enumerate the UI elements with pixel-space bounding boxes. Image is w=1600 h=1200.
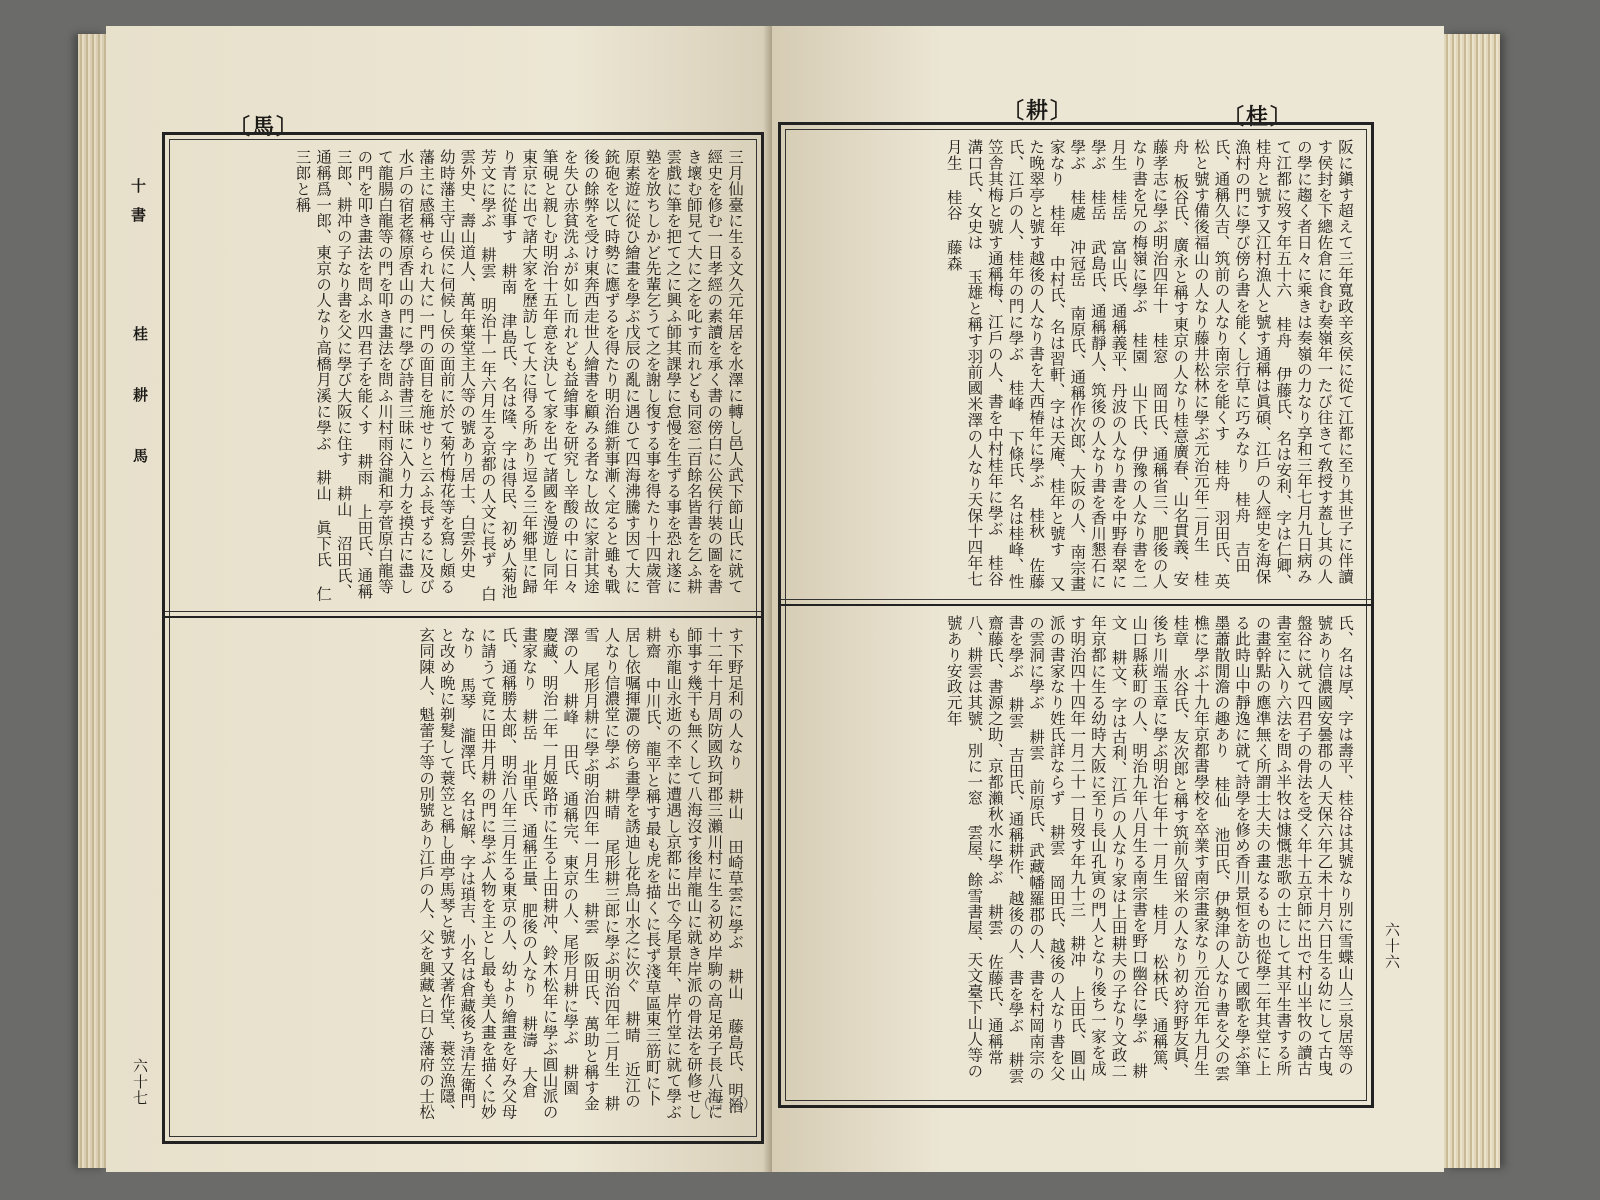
left-margin-entries: 桂 耕 馬 [131,326,149,477]
left-lower-columns: す下野足利の人なり 耕山 田崎草雲に學ぶ 耕山 藤島氏、明治十二年十月周防國玖珂郡三瀨川村に生る初め岸駒の高足弟子長八海に師事す幾干も無くして八海沒す後岸龍山に就き岸派の骨法を研修せしも亦龍山永逝の不幸に遭遇し京都に出で今尾景年、岸竹堂に就て學ぶ 耕齋 中川氏、龍平と稱す最も虎を描くに長ず淺草區東三筋町に卜居し依嘱揮灑の傍ら畫學を誘迪し花鳥山水之に次ぐ 耕晴 近江の人なり信濃堂に學ぶ 耕晴 尾形耕三郎に學ぶ明治四年二月生 耕雪 尾形月耕に學ぶ明治四年一月生 耕雲 阪田氏、萬助と稱す金澤の人 耕峰 田氏、通稱完、東京の人、尾形月耕に學ぶ 耕園 慶藏、明治二年一月姬路市に生る上田耕冲、鈴木松年に學ぶ圓山派の畫家なり 耕岳 北里氏、通稱正量、肥後の人なり 耕濤 大倉氏、通稱勝太郎、明治八年三月生る東京の人、幼より繪畫を好み父母に請うて竟に田井月耕の門に學ぶ人物を主とし最も美人畫を描くに妙なり 馬琴 瀧澤氏、名は解、字は瑣吉、小名は倉藏後ち清左衛門と改め晩に剃髮して蓑笠と稱し曲亭馬琴と號す又著作堂、蓑笠漁隱、玄同陳人、魁蕾子等の別號あり江戶の人、父を興藏と曰ひ藩府の士松 [417,627,744,1120]
left-upper-columns: 三月仙臺に生る文久元年居を水澤に轉し邑人武下節山氏に就て經史を修む一日孝經の素讀を承く書の傍白に公侯行裝の圖を書き壞む師見て大に之を叱す而れども同窓二百餘名皆書を乞ふ耕雲戲に筆を把て之に興ふ師其課學に怠慢を生ずる事を恐れ遂に塾を放ちしかど先輩乞うて之を謝し復する事を得たり十四歲菅原素遊に從ひ繪畫を學ぶ戊辰の亂に遇ひて四海沸騰す因て大に銃砲を以て時勢に應ずるを得たり明治維新事漸く定ると雖も戰後の餘弊を受け東奔西走世人繪書を顧みる者なし故に家計其途を失ひ赤貧洗ふが如し而れども益繪事を研究し辛酸の中に日々筆硯と親しむ明治十五年意を決して家を出て諸國を漫遊し同年東京に出で諸大家を歷訪して大に得る所あり逗る三年郷里に歸り青に從事す 耕南 津島氏、名は隆、字は得民、初め人菊池芳文に學ぶ 耕雲 明治十一年六月生る京都の人文に長ず 白雲外史、壽山道人、萬年葉堂主人等の號あり居士、白雲外史 幼時藩主守山侯に伺候し侯の面前に於て菊竹梅花等を寫し頗る藩主に感稱せられ大に一門の面目を施せりと云ふ長ずるに及び水戶の宿老篠原香山の門に學び詩書三昧に入り力を摸古に盡して龍腸白龍等の門を叩き畫法を問ふ川村雨谷瀧和亭菅原白龍等の門を叩き畫法を問ふ水四君子を能くす 耕雨 上田氏、通稱三郎、耕冲の子なり書を父に學び大阪に住す 耕山 沼田氏、通稱爲一郎、東京の人なり高橋月溪に學ぶ 耕山 眞下氏 仁三郎と稱 [293,149,744,602]
right-lower-columns: 氏、名は厚、字は壽平、桂谷は其號なり別に雪蝶山人三泉居等の號あり信濃國安曇郡の人天保六年乙未十月六日生る幼にして古曳盤谷に就て四君子の骨法を受く年十五京師に出で村山半牧の讀古書室に入り六法を問ふ半牧は慷慨悲歌の士にして其平生書する所の畫幹點の應凖無く所謂士大夫の畫なるもの也從學二年其堂に上る此時山中靜逸に就て詩學を修め香川景恒を訪ひて國歌を學ぶ筆墨蕭散閒澹の趣あり 桂仙 池田氏、伊勢津の人なり書を父の雲樵に學ぶ十九年京都書學校を卒業す南宗畫家なり元治元年九月生 桂章 水谷氏、友次郎と稱す筑前久留米の人なり初め狩野友眞、後ち川端玉章に學ぶ明治七年十一月生 桂月 松林氏、通稱篤、山口縣萩町の人、明治九年八月生る南宗書を野口幽谷に學ぶ 耕文 耕文、字は古利、江戶の人なり家は上田耕夫の子なり文政二年京都に生る幼時大阪に至り長山孔寅の門人となり後ち一家を成す明治四十四年一月二十一日歿す年九十三 耕冲 上田氏、圓山派の書家なり姓氏詳ならず 耕雲 岡田氏、越後の人なり書を父の雲洞に學ぶ 耕雲 前原氏、武藏幡羅郡の人、書を村岡南宗の書を學ぶ 耕雲 吉田氏、通稱耕作、越後の人、書を學ぶ 耕雲 齋藤氏、書源之助、京都瀨秋水に學ぶ 耕雲 佐藤氏、通稱常八、耕雲は其號、別に一窓 雲屋、餘雪書屋、天文臺下山人等の號あり安政元年 [944,615,1354,1084]
left-margin-section: 十書 [129,178,147,236]
left-page-header: 〔馬〕 [228,114,301,140]
right-page-edges [1444,34,1500,1168]
right-section-divider [781,599,1371,606]
right-folio: 六十六 [1383,922,1401,970]
library-stamp: （吉 岡） [696,1097,757,1113]
right-text-frame [778,122,1374,1108]
right-page [772,26,1444,1172]
left-section-divider [165,611,761,618]
right-upper-columns: 阪に鎭す超えて三年寬政辛亥侯に從て江都に至り其世子に伴讀す侯封を下總佐倉に食む奏嶺年一たび往きて敎授す蓋し其の人の學に趨く者日々に乘きは奏嶺の力なり享和三年七月九日病みて江都に歿す年五十六 桂舟 伊藤氏、名は安利、字は仁卿、桂舟と號す又江村漁人と號す通稱は眞碩、江戶の人經史を海保漁村の門に學び傍ら書を能くし行草に巧みなり 桂舟 吉田氏、通稱久吉、筑前の人なり南宗を能くす 桂舟 羽田氏、英松と號す備後福山の人なり藤井松林に學ぶ元治元年二月生 桂舟 板谷氏、廣永と稱す東京の人なり桂意廣春、山名貫義、安藤孝志に學ぶ明治四年十 桂窓 岡田氏、通稱省三、肥後の人なり書を兄の梅嶺に學ぶ 桂園 山下氏、伊豫の人なり書を二月生 桂岳 富山氏、通稱義平、丹波の人なり書を中野春翠に學ぶ 桂岳 武島氏、通稱靜人、筑後の人なり書を香川懇石に學ぶ 桂處 冲冠岳 南原氏、通稱作次郎、大阪の人、南宗畫家なり 桂年 中村氏、名は習軒、字は天庵、桂年と號す 又た晚翠亭と號す越後の人なり書を大西椿年に學ぶ 桂秋 佐藤氏、江戶の人、桂年の門に學ぶ 桂峰 下條氏、名は桂峰、性笠舎其梅と號す通稱梅、江戶の人、書を中村桂年に學ぶ 桂谷 溝口氏、女史は 玉雄と稱す羽前國米澤の人なり天保十四年七月生 桂谷 藤森 [944,139,1354,592]
right-page-header-2: 〔桂〕 [1222,104,1295,130]
left-text-frame [162,132,764,1144]
left-page [106,26,772,1172]
left-page-edges [78,34,106,1168]
left-folio: 六十七 [131,1058,149,1106]
right-page-header-1: 〔耕〕 [1002,98,1075,124]
open-book [78,26,1500,1172]
